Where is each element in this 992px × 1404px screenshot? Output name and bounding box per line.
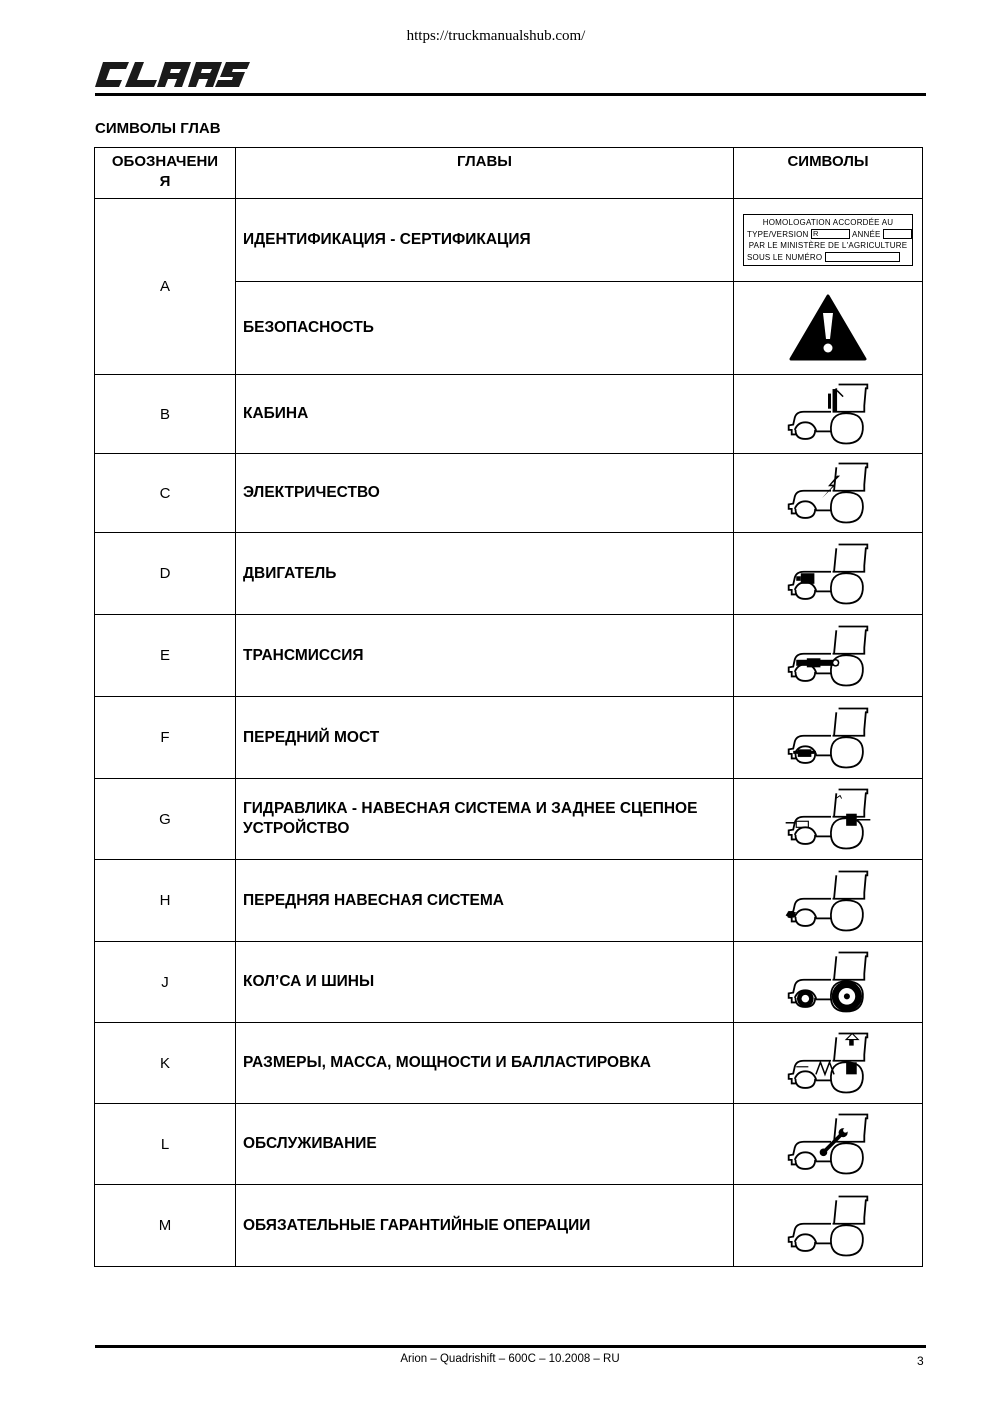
tractor-engine-icon (772, 543, 884, 605)
chapter-title: ГИДРАВЛИКА - НАВЕСНАЯ СИСТЕМА И ЗАДНЕЕ СЦЕПНОЕ УСТРОЙСТВО (236, 779, 734, 860)
chapter-title: ДВИГАТЕЛЬ (236, 533, 734, 615)
chapter-symbols-table (94, 147, 923, 1267)
tractor-dimensions-icon (772, 1032, 884, 1094)
tractor-hydraulics-icon (772, 788, 884, 850)
chapter-code: E (95, 615, 236, 697)
homologation-type-label: TYPE/VERSION (747, 229, 809, 239)
chapter-code: F (95, 697, 236, 779)
header-rule (95, 93, 926, 96)
tractor-wrench-icon (772, 1113, 884, 1175)
column-header-symbols: СИМВОЛЫ (734, 148, 923, 199)
chapter-code: G (95, 779, 236, 860)
chapter-code: C (95, 454, 236, 533)
chapter-title: ЭЛЕКТРИЧЕСТВО (236, 454, 734, 533)
tractor-electric-icon (772, 462, 884, 524)
chapter-title: БЕЗОПАСНОСТЬ (236, 282, 734, 375)
section-title: СИМВОЛЫ ГЛАВ (95, 120, 221, 137)
chapter-code: K (95, 1023, 236, 1104)
claas-logo (95, 58, 250, 90)
source-url[interactable]: https://truckmanualshub.com/ (406, 28, 586, 44)
tractor-front-hitch-icon (772, 870, 884, 932)
table-row (95, 199, 923, 282)
table-row (95, 942, 923, 1023)
table-row (95, 375, 923, 454)
chapter-title: ОБСЛУЖИВАНИЕ (236, 1104, 734, 1185)
table-row (95, 779, 923, 860)
chapter-code: A (95, 199, 236, 375)
table-row (95, 697, 923, 779)
chapter-title: ОБЯЗАТЕЛЬНЫЕ ГАРАНТИЙНЫЕ ОПЕРАЦИИ (236, 1185, 734, 1267)
chapter-code: H (95, 860, 236, 942)
table-row (95, 533, 923, 615)
chapter-code: B (95, 375, 236, 454)
column-header-code (95, 148, 236, 199)
tractor-wheels-icon (772, 951, 884, 1013)
column-header-chapters: ГЛАВЫ (236, 148, 734, 199)
homologation-plate-icon (743, 214, 913, 266)
chapter-code: L (95, 1104, 236, 1185)
tractor-warranty-icon (772, 1195, 884, 1257)
chapter-title: ПЕРЕДНИЙ МОСТ (236, 697, 734, 779)
table-header-row (95, 148, 923, 199)
table-row (95, 1185, 923, 1267)
footer-text: Arion – Quadrishift – 600C – 10.2008 – RU (400, 1353, 620, 1365)
tractor-cab-icon (772, 383, 884, 445)
homologation-number-label: SOUS LE NUMÉRO (747, 252, 823, 262)
page-number: 3 (917, 1354, 924, 1368)
homologation-type-value: R (811, 229, 850, 239)
chapter-title: ПЕРЕДНЯЯ НАВЕСНАЯ СИСТЕМА (236, 860, 734, 942)
table-row (95, 454, 923, 533)
chapter-code: M (95, 1185, 236, 1267)
chapter-code: D (95, 533, 236, 615)
table-row (95, 1023, 923, 1104)
footer-rule (95, 1345, 926, 1348)
chapter-title: ТРАНСМИССИЯ (236, 615, 734, 697)
homologation-line1: HOMOLOGATION ACCORDÉE AU (762, 218, 894, 227)
column-header-code-line2: Я (159, 173, 171, 190)
homologation-year-label: ANNÉE (851, 229, 881, 239)
column-header-code-line1: ОБОЗНАЧЕНИ (111, 153, 219, 170)
chapter-code: J (95, 942, 236, 1023)
table-row (95, 615, 923, 697)
tractor-front-axle-icon (772, 707, 884, 769)
homologation-year-box (883, 229, 912, 239)
homologation-number-box (825, 252, 900, 262)
tractor-transmission-icon (772, 625, 884, 687)
table-row (95, 860, 923, 942)
homologation-line3: PAR LE MINISTÈRE DE L'AGRICULTURE (748, 241, 908, 250)
chapter-title: РАЗМЕРЫ, МАССА, МОЩНОСТИ И БАЛЛАСТИРОВКА (236, 1023, 734, 1104)
table-row (95, 1104, 923, 1185)
chapter-title: КОЛ’СА И ШИНЫ (236, 942, 734, 1023)
chapter-title: ИДЕНТИФИКАЦИЯ - СЕРТИФИКАЦИЯ (236, 199, 734, 282)
chapter-title: КАБИНА (236, 375, 734, 454)
warning-triangle-icon (788, 293, 868, 363)
